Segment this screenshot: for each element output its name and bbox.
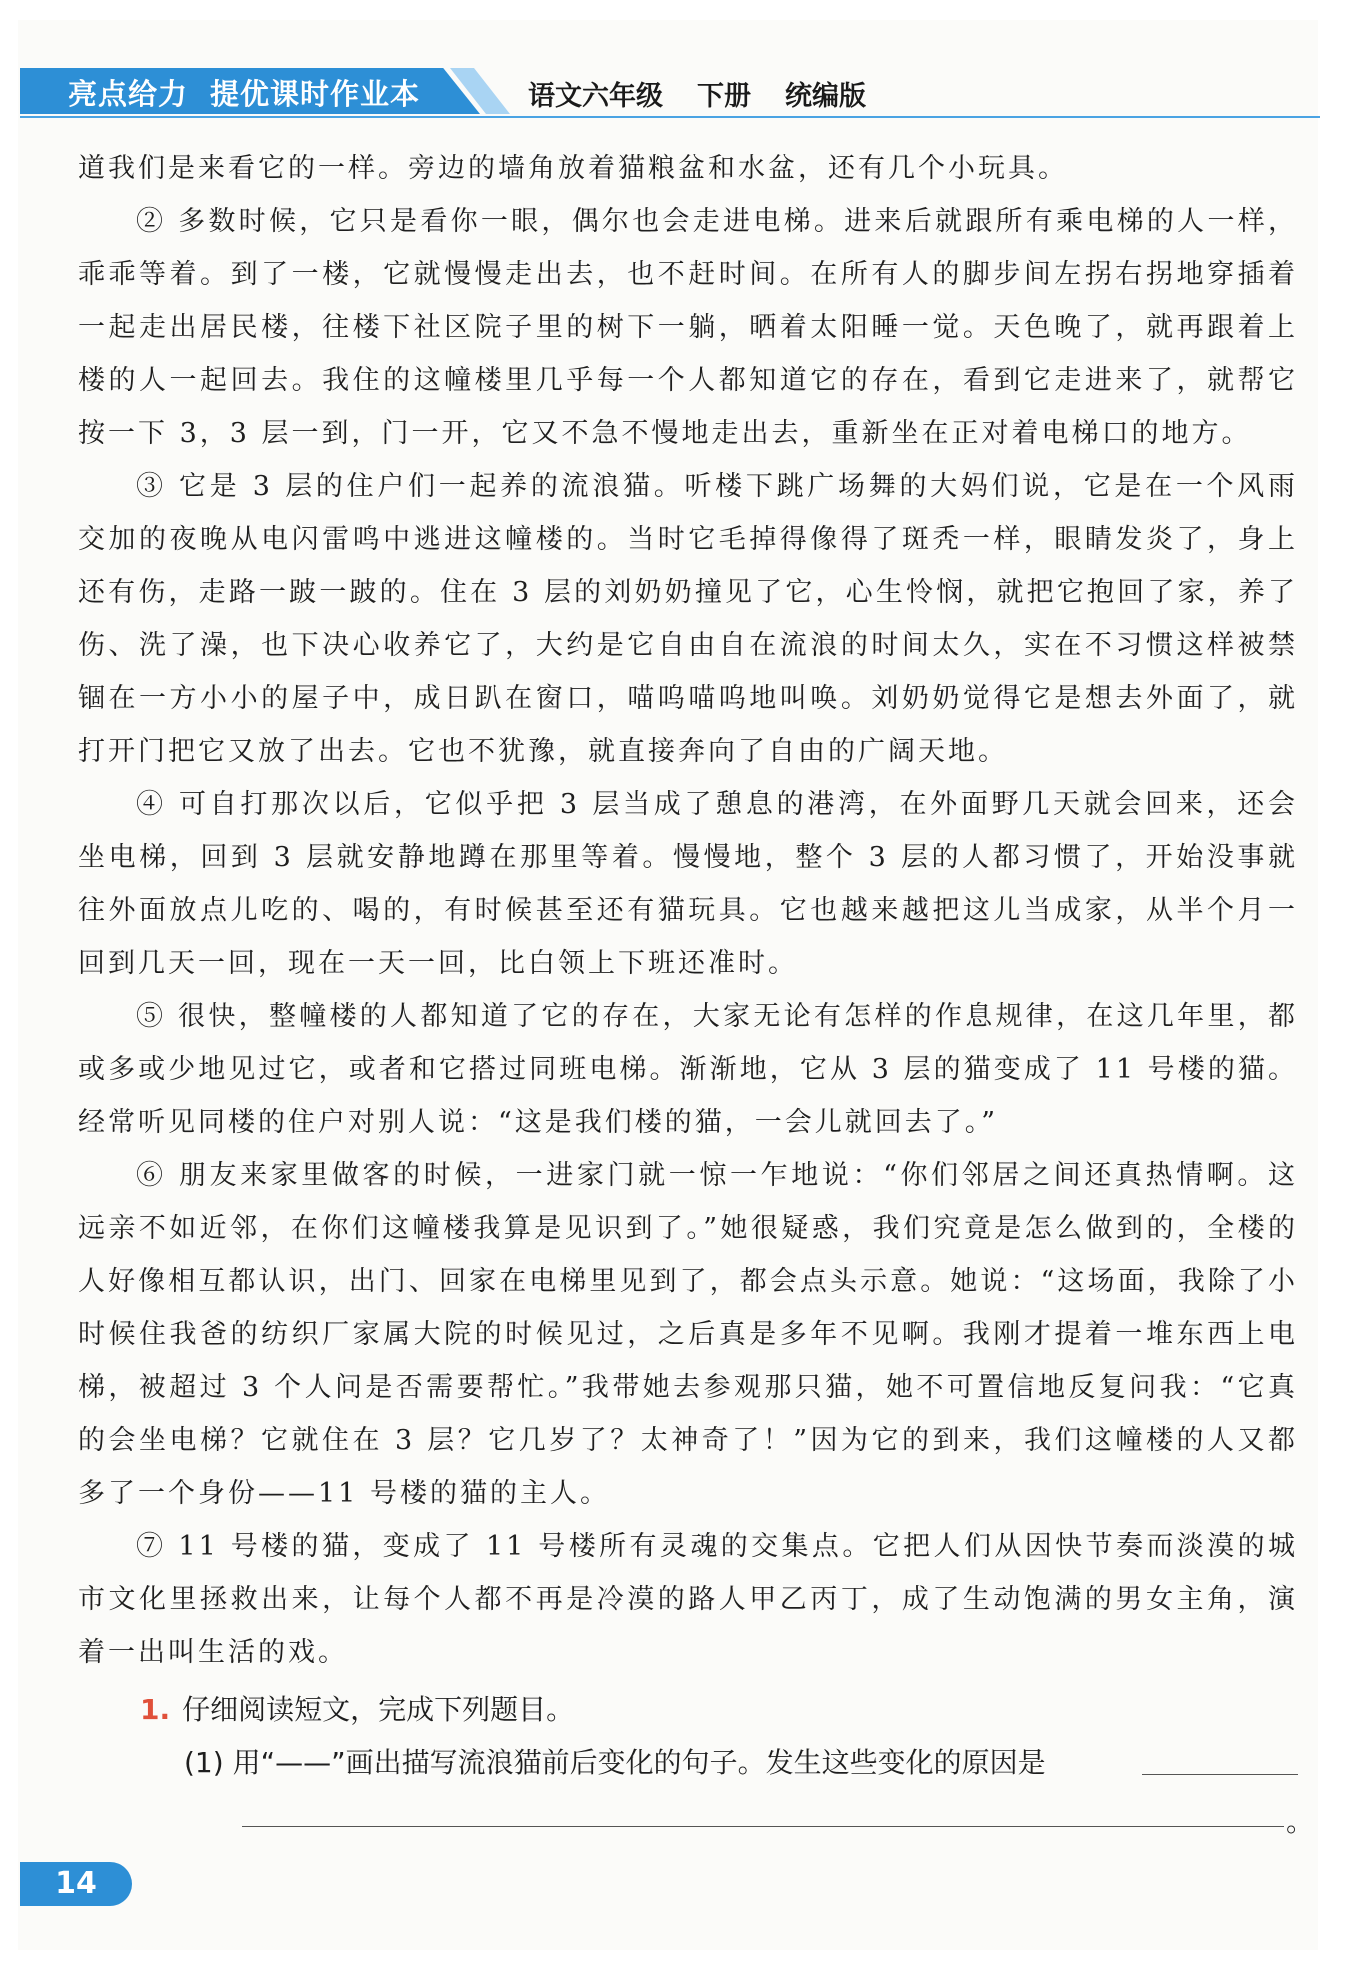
article-body xyxy=(78,142,1298,1679)
subject-edition: 统编版 xyxy=(785,81,866,112)
question-text: 仔细阅读短文，完成下列题目。 xyxy=(182,1693,575,1726)
subject-volume: 下册 xyxy=(697,81,751,112)
answer-period: 。 xyxy=(1286,1805,1315,1838)
paragraph-3: ③ 它是 3 层的住户们一起养的流浪猫。听楼下跳广场舞的大妈们说，它是在一个风雨交加的夜晚从电闪雷鸣中逃进这幢楼的。当时它毛掉得像得了斑秃一样，眼睛发炎了，身上还有伤，走路一跛一跛的。住在 3 层的刘奶奶撞见了它，心生怜悯，就把它抱回了家，养了伤、洗了澡，也下决心收养它了，大约是它自由自在流浪的时间太久，实在不习惯这样被禁锢在一方小小的屋子中，成日趴在窗口，喵呜喵呜地叫唤。刘奶奶觉得它是想去外面了，就打开门把它又放了出去。它也不犹豫，就直接奔向了自由的广阔天地。 xyxy=(78,471,1298,767)
answer-blank-1[interactable] xyxy=(1142,1774,1298,1775)
paragraph-7: ⑦ 11 号楼的猫，变成了 11 号楼所有灵魂的交集点。它把人们从因快节奏而淡漠的城市文化里拯救出来，让每个人都不再是冷漠的路人甲乙丙丁，成了生动饱满的男女主角，演着一出叫生活的戏。 xyxy=(78,1531,1298,1668)
paragraph-6: ⑥ 朋友来家里做客的时候，一进家门就一惊一乍地说：“你们邻居之间还真热情啊。这远亲不如近邻，在你们这幢楼我算是见识到了。”她很疑惑，我们究竟是怎么做到的，全楼的人好像相互都认识，出门、回家在电梯里见到了，都会点头示意。她说：“这场面，我除了小时候住我爸的纺织厂家属大院的时候见过，之后真是多年不见啊。我刚才提着一堆东西上电梯，被超过 3 个人问是否需要帮忙。”我带她去参观那只猫，她不可置信地反复问我：“它真的会坐电梯？它就住在 3 层？它几岁了？太神奇了！”因为它的到来，我们这幢楼的人又都多了一个身份——11 号楼的猫的主人。 xyxy=(78,1160,1298,1509)
header-divider xyxy=(20,116,1320,118)
paragraph-5: ⑤ 很快，整幢楼的人都知道了它的存在，大家无论有怎样的作息规律，在这几年里，都或多或少地见过它，或者和它搭过同班电梯。渐渐地，它从 3 层的猫变成了 11 号楼的猫。经常听见同楼的住户对别人说：“这是我们楼的猫，一会儿就回去了。” xyxy=(78,1001,1298,1138)
page-header xyxy=(20,60,1320,122)
answer-blank-2[interactable] xyxy=(242,1826,1284,1827)
question-1 xyxy=(140,1683,1300,1736)
paragraph-2: ② 多数时候，它只是看你一眼，偶尔也会走进电梯。进来后就跟所有乘电梯的人一样，乖乖等着。到了一楼，它就慢慢走出去，也不赶时间。在所有人的脚步间左拐右拐地穿插着一起走出居民楼，往楼下社区院子里的树下一躺，晒着太阳睡一觉。天色晚了，就再跟着上楼的人一起回去。我住的这幢楼里几乎每一个人都知道它的存在，看到它走进来了，就帮它按一下 3，3 层一到，门一开，它又不急不慢地走出去，重新坐在正对着电梯口的地方。 xyxy=(78,206,1298,449)
subject-grade: 语文六年级 xyxy=(528,81,663,112)
question-number: 1. xyxy=(140,1693,171,1726)
page-number: 14 xyxy=(20,1862,132,1906)
paragraph-4: ④ 可自打那次以后，它似乎把 3 层当成了憩息的港湾，在外面野几天就会回来，还会坐电梯，回到 3 层就安静地蹲在那里等着。慢慢地，整个 3 层的人都习惯了，开始没事就往外面放点儿吃的、喝的，有时候甚至还有猫玩具。它也越来越把这儿当成家，从半个月一回到几天一回，现在一天一回，比白领上下班还准时。 xyxy=(78,789,1298,979)
brand-name: 亮点给力 xyxy=(68,77,189,111)
brand-title xyxy=(68,72,420,113)
brand-subtitle: 提优课时作业本 xyxy=(210,77,421,111)
paragraph-continued: 道我们是来看它的一样。旁边的墙角放着猫粮盆和水盆，还有几个小玩具。 xyxy=(78,153,1068,184)
subject-info xyxy=(528,74,900,113)
sub-question-1: (1) 用“——”画出描写流浪猫前后变化的句子。发生这些变化的原因是 xyxy=(184,1746,1046,1779)
